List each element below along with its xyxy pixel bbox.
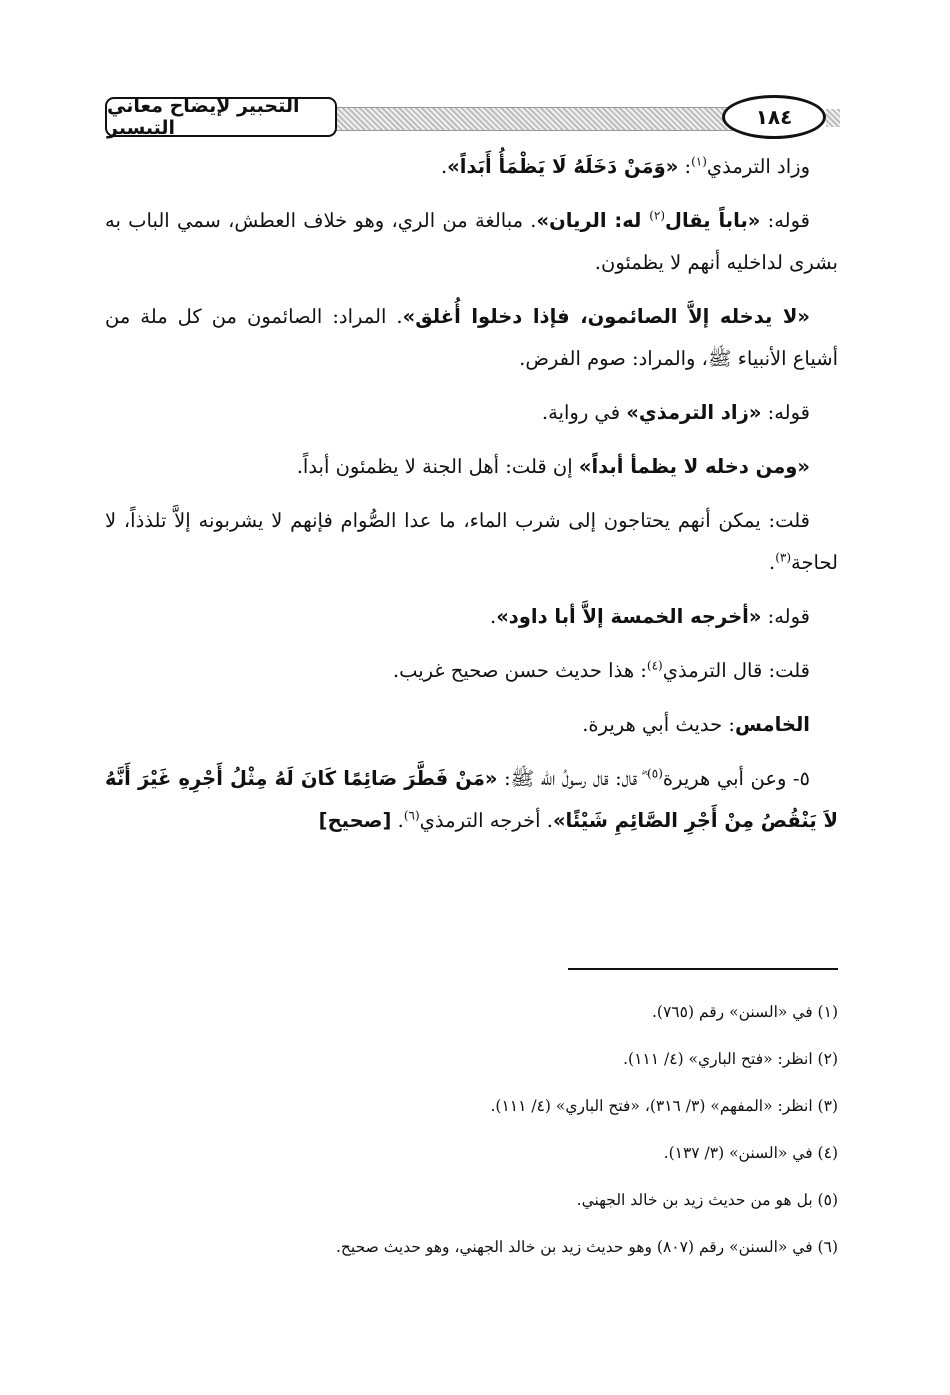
footnote: (٦) في «السنن» رقم (٨٠٧) وهو حديث زيد بن خالد الجهني، وهو حديث صحيح.: [335, 1238, 838, 1256]
bold-quote: «باباً يقال: [665, 209, 761, 232]
bold-quote: له: الريان»: [536, 209, 650, 232]
footnote: (٣) انظر: «المفهم» (٣/ ٣١٦)، «فتح الباري» (٤/ ١١١).: [490, 1097, 838, 1115]
body-text: [105, 146, 838, 854]
text-run: . مبالغة من الري، وهو خلاف العطش، سمي الباب به بشرى لداخليه أنهم لا يظمئون.: [105, 209, 838, 274]
footnote-ref[interactable]: (١): [691, 154, 707, 169]
book-title: التحبير لإيضاح معاني التيسير: [105, 97, 337, 137]
text-run: قوله:: [761, 605, 810, 628]
footnote: (٥) بل هو من حديث زيد بن خالد الجهني.: [576, 1191, 838, 1209]
text-run: إن قلت: أهل الجنة لا يظمئون أبداً.: [296, 455, 579, 478]
text-run: : هذا حديث حسن صحيح غريب.: [392, 659, 647, 682]
bold-quote: «ومن دخله لا يظمأ أبداً»: [578, 455, 810, 478]
text-run: قلت: قال الترمذي: [662, 659, 810, 682]
text-run: وزاد الترمذي: [706, 155, 810, 178]
footnote-separator: [568, 968, 838, 970]
text-run: . المراد: الصائمون من كل ملة من أشياع الأنبياء ﷺ، والمراد: صوم الفرض.: [105, 305, 838, 370]
text-run: .: [489, 605, 497, 628]
footnote-ref[interactable]: (٤): [646, 658, 663, 673]
footnote-ref[interactable]: (٦): [403, 808, 420, 823]
text-run: .: [440, 155, 448, 178]
bold-quote: الخامس: [734, 713, 810, 736]
bold-quote: «زاد الترمذي»: [626, 401, 762, 424]
body-paragraph: [105, 500, 838, 584]
bold-quote: «لا يدخله إلاَّ الصائمون، فإذا دخلوا أُغلق»: [402, 305, 811, 328]
text-run: ٥- وعن أبي هريرة: [662, 767, 810, 790]
text-run: .: [768, 551, 776, 574]
footnote-ref[interactable]: (٣): [775, 550, 792, 565]
body-paragraph: [105, 392, 838, 434]
body-paragraph: [105, 446, 838, 488]
body-paragraph: [105, 758, 838, 842]
footnote: (٤) في «السنن» (٣/ ١٣٧).: [663, 1144, 838, 1162]
text-run: قلت: يمكن أنهم يحتاجون إلى شرب الماء، ما عدا الصُّوام فإنهم لا يشربونه إلاَّ تلذذاً، لا لحاجة: [105, 509, 838, 574]
header-ornament: [335, 107, 740, 131]
text-run: .: [391, 809, 404, 832]
footnote-ref[interactable]: (٢): [649, 208, 666, 223]
bold-quote: «أخرجه الخمسة إلاَّ أبا داود»: [496, 605, 762, 628]
footnote: (٢) انظر: «فتح الباري» (٤/ ١١١).: [623, 1050, 838, 1068]
body-paragraph: [105, 200, 838, 284]
bold-quote: «وَمَنْ دَخَلَهُ لَا يَظْمَأُ أَبَداً»: [447, 155, 679, 178]
body-paragraph: [105, 146, 838, 188]
text-run: قوله:: [760, 209, 811, 232]
body-paragraph: [105, 650, 838, 692]
text-run: :: [678, 155, 692, 178]
bold-quote: «مَنْ فَطَّرَ صَائِمًا كَانَ لَهُ مِثْلُ أَجْرِهِ غَيْرَ أَنَّهُ لاَ يَنْقُصُ مِنْ أَجْرِ الصَّائِمِ شَيْئًا»: [105, 767, 838, 832]
running-header: [105, 97, 840, 143]
footnotes: [105, 1000, 838, 1282]
text-run: . أخرجه الترمذي: [419, 809, 553, 832]
bold-quote: [صحيح]: [318, 809, 392, 832]
footnote: (١) في «السنن» رقم (٧٦٥).: [652, 1003, 838, 1021]
body-paragraph: [105, 596, 838, 638]
page-number: ١٨٤: [722, 95, 826, 139]
body-paragraph: [105, 704, 838, 746]
footnote-ref[interactable]: (٥): [647, 766, 663, 781]
body-paragraph: [105, 296, 838, 380]
text-run: ؓ قال: قال رسولُ الله ﷺ:: [497, 767, 648, 790]
text-run: : حديث أبي هريرة.: [582, 713, 735, 736]
header-ornament-end: [826, 109, 840, 127]
text-run: في رواية.: [541, 401, 627, 424]
text-run: قوله:: [761, 401, 810, 424]
